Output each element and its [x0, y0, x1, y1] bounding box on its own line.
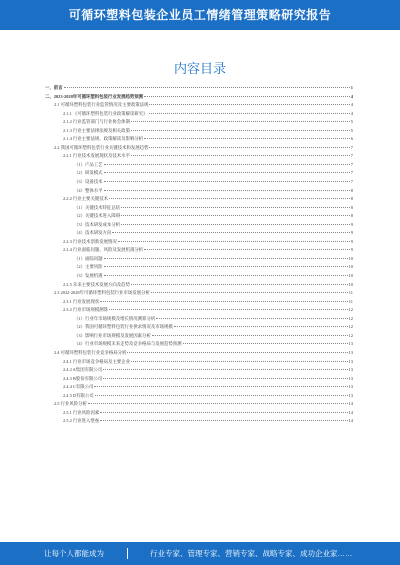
toc-entry[interactable]	[45, 400, 353, 409]
toc-leader-dots	[152, 335, 348, 336]
toc-entry-title: （2）我国可循环塑料包装行业供求情况及市场规模	[74, 324, 173, 330]
toc-entry-title: 2.3 2022-2028年可循环塑料包装行业市场发展分析	[54, 290, 150, 296]
toc-entry[interactable]	[45, 340, 353, 349]
toc-entry-page: 13	[348, 392, 353, 398]
toc-entry[interactable]	[45, 315, 353, 324]
toc-entry[interactable]	[45, 281, 353, 290]
toc-entry-title: （3）技术研发成本分析	[74, 221, 121, 227]
toc-leader-dots	[121, 215, 350, 216]
footer-slogan-left: 让每个人都能成为	[44, 549, 104, 558]
toc-leader-dots	[118, 241, 350, 242]
toc-entry[interactable]	[45, 144, 353, 153]
toc-entry[interactable]	[45, 187, 353, 196]
toc-entry-page: 9	[350, 221, 353, 227]
toc-entry-title: 2.4.2 A集团有限公司	[63, 367, 103, 373]
toc-entry-page: 12	[348, 307, 353, 313]
toc-leader-dots	[151, 292, 348, 293]
toc-entry-title: 2.2.5 未来主要技术发展方向及趋势	[63, 281, 130, 287]
toc-entry-page: 8	[350, 196, 353, 202]
toc-entry-title: 一、前言	[45, 85, 63, 90]
toc-entry-title: 2.3.2 行业市场规模测算	[63, 307, 109, 313]
toc-leader-dots	[100, 412, 347, 413]
toc-entry-page: 13	[348, 349, 353, 355]
toc-entry-page: 12	[348, 332, 353, 338]
toc-entry-page: 7	[350, 170, 353, 176]
toc-entry[interactable]	[45, 383, 353, 392]
toc-entry-title: 2.4.5 D有限公司	[63, 392, 94, 398]
toc-entry-page: 4	[350, 93, 353, 99]
toc-entry[interactable]	[45, 349, 353, 358]
toc-leader-dots	[174, 326, 348, 327]
toc-entry-title: 2.4 可循环塑料包装行业竞争格局分析	[54, 349, 127, 355]
toc-entry-title: 2.1.1 《可循环塑料包装行业政策解读研究》	[63, 110, 148, 116]
toc-leader-dots	[109, 198, 350, 199]
toc-entry[interactable]	[45, 152, 353, 161]
toc-entry-page: 4	[350, 110, 353, 116]
toc-entry-title: 2.2.2 行业主要关键技术	[63, 196, 109, 202]
toc-entry-title: （1）关键技术特征总结	[74, 204, 121, 210]
toc-leader-dots	[109, 309, 348, 310]
toc-entry-title: （4）整体水平	[74, 187, 103, 193]
toc-leader-dots	[104, 181, 350, 182]
toc-entry-title: （1）面临问题	[74, 255, 103, 261]
toc-leader-dots	[104, 190, 350, 191]
toc-entry-page: 7	[350, 153, 353, 159]
toc-entry[interactable]	[45, 289, 353, 298]
toc-entry-page: 14	[348, 409, 353, 415]
toc-leader-dots	[95, 395, 348, 396]
toc-entry[interactable]	[45, 246, 353, 255]
toc-entry-title: （2）主要风险	[74, 264, 103, 270]
toc-entry-page: 9	[350, 230, 353, 236]
toc-entry-title: 2.1 可循环塑料包装行业监管情况及主要政策法规	[54, 102, 149, 108]
toc-entry-page: 5	[350, 119, 353, 125]
toc-leader-dots	[131, 155, 350, 156]
toc-entry[interactable]	[45, 272, 353, 281]
toc-entry-title: 2.2.1 行业技术发展现状及技术水平	[63, 153, 130, 159]
toc-entry-title: （3）发展机遇	[74, 273, 103, 279]
toc-entry[interactable]	[45, 93, 353, 102]
toc-entry[interactable]	[45, 169, 353, 178]
toc-entry-page: 9	[350, 238, 353, 244]
toc-entry-title: 2.1.3 行业主要法律法规及相关政策	[63, 127, 130, 133]
toc-entry-page: 9	[350, 247, 353, 253]
toc-entry-page: 13	[348, 384, 353, 390]
toc-entry-title: 2.2.3 行业技术创新发展情况	[63, 238, 117, 244]
toc-leader-dots	[100, 301, 348, 302]
toc-leader-dots	[103, 369, 347, 370]
toc-entry-title: 2.4.4 C有限公司	[63, 384, 94, 390]
toc-entry-title: （2）研发模式	[74, 170, 103, 176]
toc-entry-title: （3）影响行业市场规模及发展因素分析	[74, 332, 151, 338]
toc-leader-dots	[131, 130, 350, 131]
toc-leader-dots	[149, 113, 350, 114]
toc-entry-title: 2.3.1 行业发展现状	[63, 298, 100, 304]
toc-entry[interactable]	[45, 135, 353, 144]
toc-entry-page: 10	[348, 264, 353, 270]
toc-entry[interactable]	[45, 178, 353, 187]
document-footer	[0, 542, 400, 565]
toc-leader-dots	[104, 164, 350, 165]
toc-entry[interactable]	[45, 195, 353, 204]
toc-entry-page: 13	[348, 367, 353, 373]
toc-leader-dots	[104, 275, 348, 276]
toc-leader-dots	[88, 403, 348, 404]
toc-leader-dots	[131, 284, 348, 285]
toc-leader-dots	[144, 96, 350, 97]
toc-leader-dots	[131, 361, 348, 362]
toc-entry-page: 14	[348, 401, 353, 407]
toc-entry-page: 8	[350, 187, 353, 193]
toc-entry[interactable]	[45, 84, 353, 93]
toc-leader-dots	[100, 420, 347, 421]
toc-entry-page: 11	[348, 298, 353, 304]
toc-entry-title: 2.4.3 B股份有限公司	[63, 375, 103, 381]
toc-entry[interactable]	[45, 409, 353, 418]
toc-entry-title: 2.5 行业风险分析	[54, 401, 87, 407]
toc-heading: 内容目录	[173, 61, 226, 76]
toc-entry[interactable]	[45, 375, 353, 384]
toc-leader-dots	[131, 121, 350, 122]
document-title: 可循环塑料包装企业员工情绪管理策略研究报告	[68, 8, 332, 22]
toc-entry-title: 二、2023-2028年可循环塑料包装行业发展趋势预测	[45, 93, 144, 99]
toc-entry-page: 7	[350, 179, 353, 185]
toc-entry-page: 13	[348, 375, 353, 381]
toc-entry-page: 11	[348, 290, 353, 296]
toc-entry[interactable]	[45, 212, 353, 221]
toc-entry-title: （3）设备技术	[74, 179, 103, 185]
toc-entry-title: （1）行业年市场规模及增长情况测算分析	[74, 315, 156, 321]
toc-leader-dots	[149, 104, 349, 105]
toc-entry-title: 2.4.1 行业市场竞争格局及主要企业	[63, 358, 130, 364]
document-header	[0, 0, 400, 30]
toc-entry[interactable]	[45, 306, 353, 315]
toc-entry-title: （2）关键技术进入障碍	[74, 213, 121, 219]
toc-entry-page: 8	[350, 213, 353, 219]
toc-entry[interactable]	[45, 110, 353, 119]
toc-entry[interactable]	[45, 255, 353, 264]
toc-entry[interactable]	[45, 358, 353, 367]
toc-entry-title: 2.5.1 行业风险因素	[63, 409, 100, 415]
toc-entry-page: 4	[350, 102, 353, 108]
toc-entry-page: 1	[350, 85, 353, 90]
toc-leader-dots	[149, 147, 349, 148]
toc-entry[interactable]	[45, 366, 353, 375]
toc-leader-dots	[64, 87, 350, 88]
toc-entry[interactable]	[45, 263, 353, 272]
toc-entry-title: 2.1.2 行业监管部门与行业协会体制	[63, 119, 130, 125]
toc-entry[interactable]	[45, 323, 353, 332]
toc-entry[interactable]	[45, 229, 353, 238]
toc-leader-dots	[103, 378, 347, 379]
toc-entry-title: 2.2 我国可循环塑料包装行业关键技术和发展趋势	[54, 144, 149, 150]
footer-slogan-right: 行业专家、管理专家、营销专家、战略专家、成功企业家……	[150, 549, 353, 558]
toc-entry[interactable]	[45, 101, 353, 110]
toc-leader-dots	[112, 232, 349, 233]
toc-leader-dots	[127, 352, 347, 353]
toc-entry-title: 2.2.4 行业面临问题、风险及发展机遇分析	[63, 247, 144, 253]
toc-entry-page: 7	[350, 161, 353, 167]
toc-entry[interactable]	[45, 127, 353, 136]
toc-entry-page: 10	[348, 255, 353, 261]
toc-entry[interactable]	[45, 417, 353, 426]
toc-entry-title: 2.1.4 行业主要法规、政策解读及影响分析	[63, 136, 144, 142]
toc-entry-page: 7	[350, 144, 353, 150]
toc-entry-page: 5	[350, 127, 353, 133]
toc-entry[interactable]	[45, 118, 353, 127]
toc-entry[interactable]	[45, 392, 353, 401]
toc-leader-dots	[156, 318, 347, 319]
toc-leader-dots	[144, 138, 350, 139]
toc-entry-title: （4）行业市场规模未来走势及竞争格局与发展趋势预测	[74, 341, 182, 347]
toc-entry-page: 12	[348, 324, 353, 330]
toc-entry-title: （1）产品工艺	[74, 161, 103, 167]
toc-leader-dots	[121, 207, 350, 208]
toc-leader-dots	[104, 266, 348, 267]
toc-entry[interactable]	[45, 161, 353, 170]
toc-entry-page: 10	[348, 273, 353, 279]
toc-entry-page: 12	[348, 315, 353, 321]
toc-leader-dots	[94, 386, 347, 387]
toc-entry[interactable]	[45, 204, 353, 213]
toc-leader-dots	[144, 249, 350, 250]
footer-divider	[127, 548, 128, 559]
toc-entry-title: （4）技术研发方向	[74, 230, 112, 236]
toc-entry-title: 2.5.2 行业进入壁垒	[63, 418, 100, 424]
toc-entry[interactable]	[45, 298, 353, 307]
toc-entry-page: 14	[348, 418, 353, 424]
toc-entry[interactable]	[45, 238, 353, 247]
table-of-contents	[45, 84, 353, 426]
toc-entry-page: 13	[348, 341, 353, 347]
toc-entry[interactable]	[45, 332, 353, 341]
toc-entry-page: 13	[348, 358, 353, 364]
toc-entry[interactable]	[45, 221, 353, 230]
toc-leader-dots	[104, 172, 350, 173]
toc-entry-page: 10	[348, 281, 353, 287]
toc-leader-dots	[121, 224, 350, 225]
toc-entry-page: 8	[350, 204, 353, 210]
toc-leader-dots	[183, 343, 348, 344]
toc-entry-page: 6	[350, 136, 353, 142]
toc-leader-dots	[104, 258, 348, 259]
